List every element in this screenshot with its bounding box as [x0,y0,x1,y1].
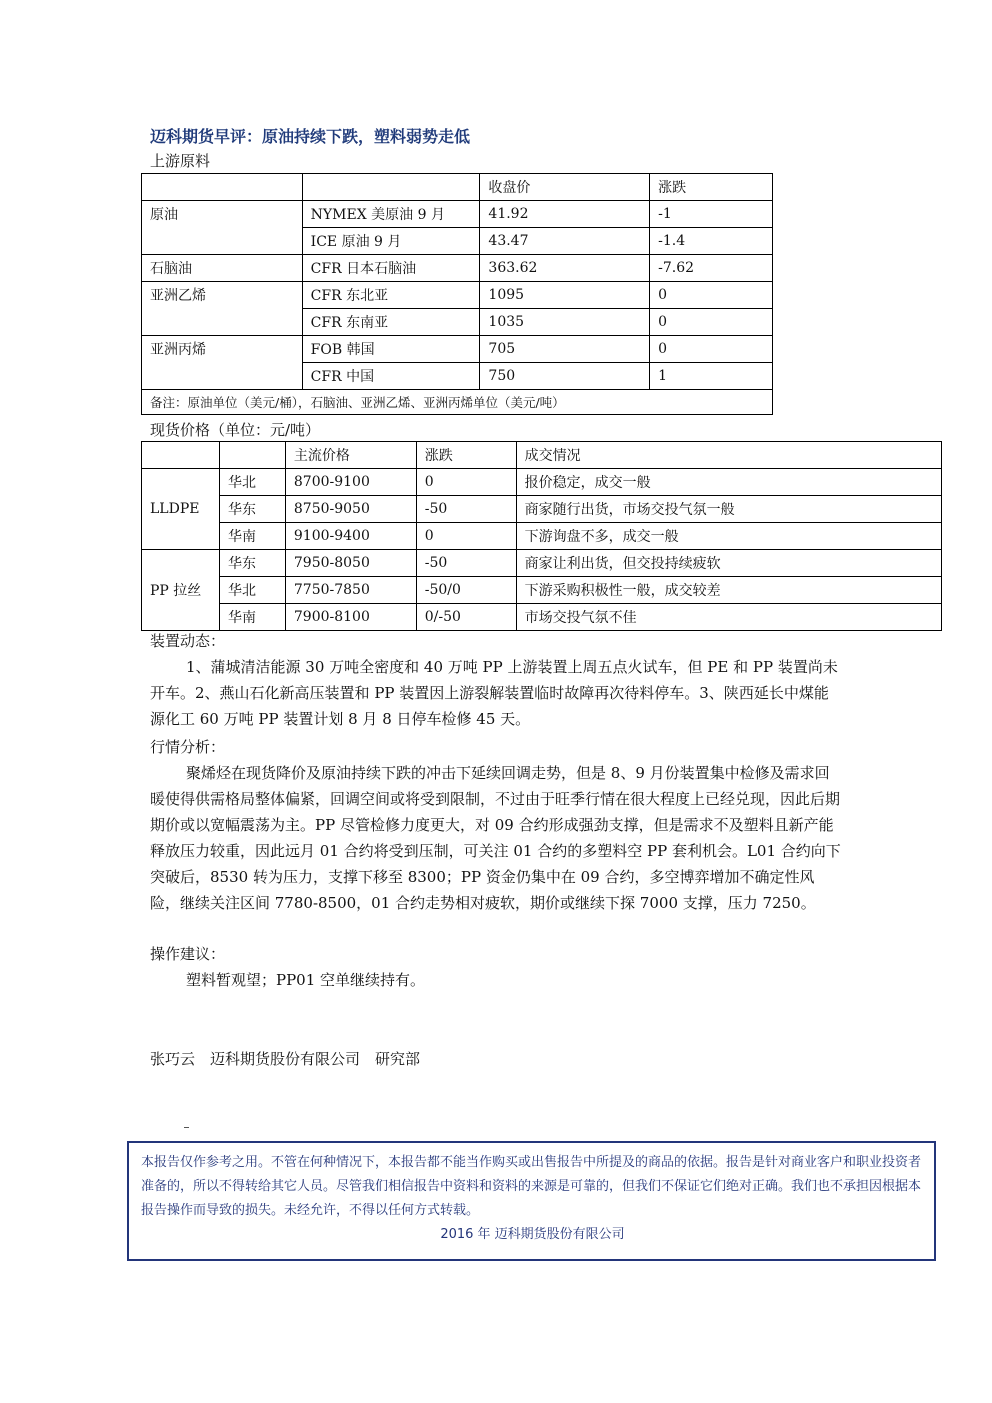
status-cell: 报价稳定，成交一般 [516,469,941,496]
disclaimer-box [127,1141,936,1261]
header-cell: 涨跌 [650,174,773,201]
header-cell: 涨跌 [416,442,516,469]
change-cell: 0 [650,309,773,336]
name-cell: NYMEX 美原油 9 月 [302,201,480,228]
table-row [142,550,942,577]
price-cell: 43.47 [480,228,650,255]
price-cell: 363.62 [480,255,650,282]
region-cell: 华北 [219,577,285,604]
region-cell: 华北 [219,469,285,496]
device-heading: 装置动态： [150,632,226,650]
region-cell: 华东 [219,496,285,523]
note-row [142,390,773,415]
name-cell: CFR 日本石脑油 [302,255,480,282]
price-cell: 7750-7850 [285,577,416,604]
change-cell: -50 [416,496,516,523]
status-cell: 市场交投气氛不佳 [516,604,941,631]
table-row [142,255,773,282]
table-row [142,496,942,523]
change-cell: 0 [650,282,773,309]
group-cell: 石脑油 [142,255,303,282]
change-cell: 0 [650,336,773,363]
header-cell: 收盘价 [480,174,650,201]
change-cell: -50/0 [416,577,516,604]
change-cell: 1 [650,363,773,390]
header-cell: 主流价格 [285,442,416,469]
price-cell: 7900-8100 [285,604,416,631]
advice-heading: 操作建议： [150,945,226,963]
price-cell: 8700-9100 [285,469,416,496]
price-cell: 750 [480,363,650,390]
header-cell [142,174,303,201]
name-cell: ICE 原油 9 月 [302,228,480,255]
status-cell: 下游询盘不多，成交一般 [516,523,941,550]
signature: 张巧云 迈科期货股份有限公司 研究部 [150,1050,421,1068]
report-title: 迈科期货早评：原油持续下跌，塑料弱势走低 [150,127,471,146]
price-cell: 705 [480,336,650,363]
change-cell: -1.4 [650,228,773,255]
price-cell: 1035 [480,309,650,336]
change-cell: -50 [416,550,516,577]
device-text: 1、蒲城清洁能源 30 万吨全密度和 40 万吨 PP 上游装置上周五点火试车，但 PE 和 PP 装置尚未开车。2、燕山石化新高压装置和 PP 装置因上游裂解装置临时故障再次待料停车。3、陕西延长中煤能源化工 60 万吨 PP 装置计划 8 月 8 日停车检修 45 天。 [150,658,838,728]
table-row [142,336,773,363]
table-header-row [142,174,773,201]
header-cell [142,442,220,469]
unit-note: 备注：原油单位（美元/桶），石脑油、亚洲乙烯、亚洲丙烯单位（美元/吨） [142,390,773,415]
table-row [142,577,942,604]
analysis-text: 聚烯烃在现货降价及原油持续下跌的冲击下延续回调走势，但是 8、9 月份装置集中检修及需求回暖使得供需格局整体偏紧，回调空间或将受到限制，不过由于旺季行情在很大程度上已经兑现，因此后期期价或以宽幅震荡为主。PP 尽管检修力度更大，对 09 合约形成强劲支撑，但是需求不及塑料且新产能释放压力较重，因此远月 01 合约将受到压制，可关注 01 合约的多塑料空 PP 套利机会。L01 合约向下突破后，8530 转为压力，支撑下移至 8300；PP 资金仍集中在 09 合约，多空博弈增加不确定性风险，继续关注区间 7780-8500，01 合约走势相对疲软，期价或继续下探 7000 支撑，压力 7250。 [150,764,841,912]
status-cell: 下游采购积极性一般，成交较差 [516,577,941,604]
analysis-heading: 行情分析： [150,738,226,756]
disclaimer-footer: 2016 年 迈科期货股份有限公司 [440,1227,625,1242]
region-cell: 华南 [219,523,285,550]
product-cell: LLDPE [142,469,220,550]
spot-heading: 现货价格（单位：元/吨） [150,421,321,439]
header-cell: 成交情况 [516,442,941,469]
change-cell: -7.62 [650,255,773,282]
table-header-row [142,442,942,469]
change-cell: -1 [650,201,773,228]
price-cell: 7950-8050 [285,550,416,577]
product-cell: PP 拉丝 [142,550,220,631]
price-cell: 41.92 [480,201,650,228]
divider [184,1127,189,1128]
change-cell: 0 [416,523,516,550]
status-cell: 商家让利出货，但交投持续疲软 [516,550,941,577]
disclaimer-text: 本报告仅作参考之用。不管在何种情况下，本报告都不能当作购买或出售报告中所提及的商品的依据。报告是针对商业客户和职业投资者准备的，所以不得转给其它人员。尽管我们相信报告中资料和资料的来源是可靠的，但我们不保证它们绝对正确。我们也不承担因根据本报告操作而导致的损失。未经允许，不得以任何方式转载。 [141,1155,922,1218]
region-cell: 华南 [219,604,285,631]
change-cell: 0/-50 [416,604,516,631]
group-cell: 亚洲丙烯 [142,336,303,390]
price-cell: 1095 [480,282,650,309]
group-cell: 亚洲乙烯 [142,282,303,336]
region-cell: 华东 [219,550,285,577]
table-row [142,469,942,496]
table-row [142,604,942,631]
upstream-heading: 上游原料 [150,152,211,170]
price-cell: 8750-9050 [285,496,416,523]
price-cell: 9100-9400 [285,523,416,550]
header-cell [219,442,285,469]
name-cell: FOB 韩国 [302,336,480,363]
status-cell: 商家随行出货，市场交投气氛一般 [516,496,941,523]
name-cell: CFR 东北亚 [302,282,480,309]
table-row [142,282,773,309]
advice-text: 塑料暂观望；PP01 空单继续持有。 [186,971,426,989]
group-cell: 原油 [142,201,303,255]
name-cell: CFR 东南亚 [302,309,480,336]
table-row [142,201,773,228]
table-row [142,523,942,550]
upstream-table [141,173,773,415]
spot-price-table [141,441,942,631]
header-cell [302,174,480,201]
change-cell: 0 [416,469,516,496]
name-cell: CFR 中国 [302,363,480,390]
